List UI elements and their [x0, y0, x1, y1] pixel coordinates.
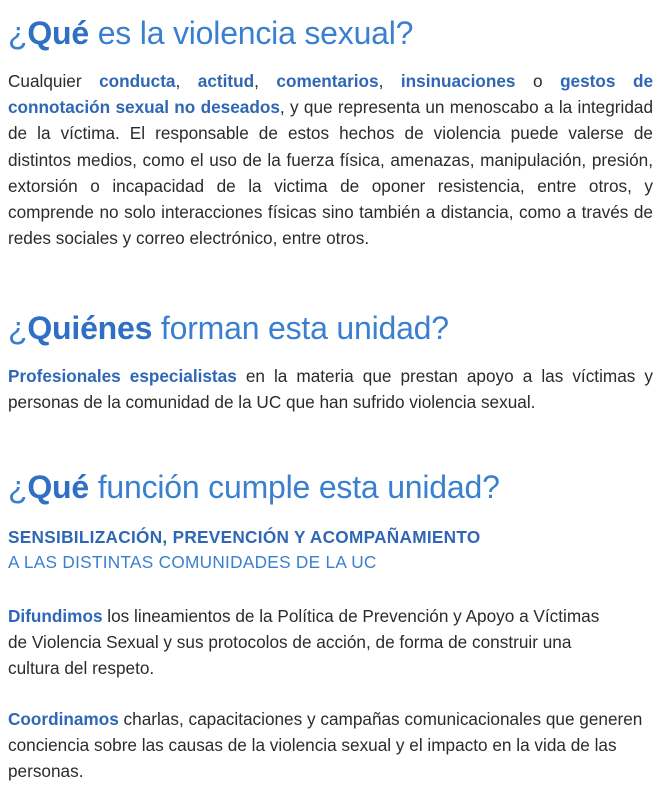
heading-prefix: ¿	[8, 310, 28, 346]
text-run: o	[515, 71, 561, 91]
paragraph-coordinamos	[8, 706, 643, 785]
text-run: ,	[175, 71, 198, 91]
text-run: en la materia que prestan apoyo a las víctimas y personas de la comunidad de la UC que han sufrido violencia sexual.	[8, 366, 653, 413]
text-run: , y que representa un menoscabo a la integridad de la víctima. El responsable de estos hechos de violencia puede valerse de distintos medios, como el uso de la fuerza física, amenazas, manipulación, presión, extorsión o incapacidad de la victima de oponer resistencia, entre otros, y comprende no solo interacciones físicas sino también a distancia, como a través de redes sociales y correo electrónico, entre otros.	[8, 97, 653, 249]
highlight-insinuaciones: insinuaciones	[400, 71, 516, 91]
heading-quienes-forman	[8, 308, 449, 348]
text-run: charlas, capacitaciones y campañas comunicacionales que generen conciencia sobre las causas de la violencia sexual y el impacto en la vida de las personas.	[8, 709, 643, 782]
highlight-profesionales: Profesionales especialistas	[8, 366, 237, 386]
paragraph-definition	[8, 68, 653, 251]
text-run: Cualquier	[8, 71, 100, 91]
highlight-gestos: gestos de connotación sexual no deseados	[8, 71, 654, 118]
text-run: los lineamientos de la Política de Prevención y Apoyo a Víctimas de Violencia Sexual y sus protocolos de acción, de forma de construir una cultura del respeto.	[8, 606, 600, 679]
heading-bold-word: Quiénes	[27, 310, 153, 346]
text-run: ,	[254, 71, 277, 91]
heading-bold-word: Qué	[27, 469, 89, 505]
highlight-coordinamos: Coordinamos	[8, 709, 119, 729]
heading-rest: forman esta unidad?	[152, 310, 449, 346]
text-run: ,	[378, 71, 401, 91]
paragraph-professionals	[8, 363, 653, 415]
highlight-difundimos: Difundimos	[8, 606, 103, 626]
subheading-line-2: A LAS DISTINTAS COMUNIDADES DE LA UC	[8, 552, 377, 572]
heading-prefix: ¿	[8, 469, 28, 505]
heading-bold-word: Qué	[27, 15, 89, 51]
heading-que-es-violencia-sexual	[8, 13, 413, 53]
paragraph-difundimos	[8, 603, 608, 682]
heading-rest: es la violencia sexual?	[89, 15, 414, 51]
heading-que-funcion	[8, 467, 500, 507]
subheading-line-1: SENSIBILIZACIÓN, PREVENCIÓN Y ACOMPAÑAMIENTO	[8, 527, 481, 547]
heading-prefix: ¿	[8, 15, 28, 51]
highlight-actitud: actitud	[197, 71, 255, 91]
highlight-comentarios: comentarios	[276, 71, 379, 91]
highlight-conducta: conducta	[99, 71, 176, 91]
heading-rest: función cumple esta unidad?	[89, 469, 500, 505]
